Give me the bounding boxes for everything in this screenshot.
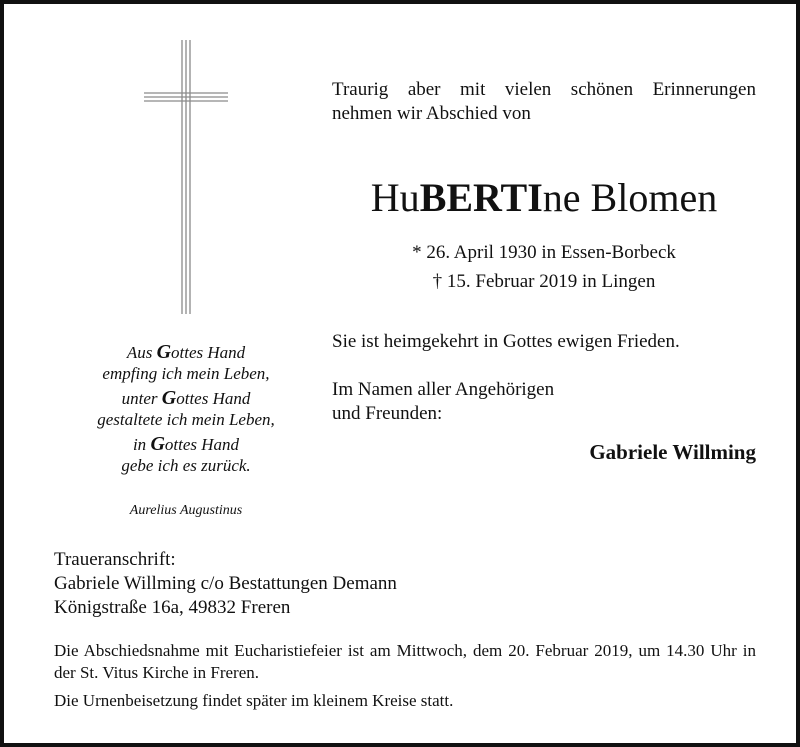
name-suffix: ne Blomen — [542, 175, 718, 220]
poem — [66, 342, 306, 476]
behalf-line-2: und Freunden: — [332, 403, 443, 424]
poem-line-2: empfing ich mein Leben, — [102, 364, 270, 383]
address-line-2: Königstraße 16a, 49832 Freren — [54, 597, 291, 618]
poem-line-1 — [66, 342, 306, 363]
poem-line-4: gestaltete ich mein Leben, — [97, 410, 275, 429]
poem-line-5 — [66, 434, 306, 455]
peace-statement: Sie ist heimgekehrt in Gottes ewigen Frieden. — [332, 331, 680, 352]
poem-line-3 — [66, 388, 306, 409]
life-dates — [332, 238, 756, 296]
service-details: Die Abschiedsnahme mit Eucharistiefeier ist am Mittwoch, dem 20. Februar 2019, um 14.30 Uhr in der St. Vitus Kirche in Freren. — [54, 641, 756, 682]
on-behalf-text — [332, 378, 762, 426]
poem-line-5-post: ottes Hand — [164, 435, 240, 454]
intro-line-2: nehmen wir Abschied von — [332, 103, 531, 124]
poem-line-3-pre: unter — [121, 389, 162, 408]
mourning-address — [54, 548, 654, 620]
poem-line-1-pre: Aus — [126, 343, 157, 362]
intro-line-1: Traurig aber mit vielen schönen Erinnerungen — [332, 79, 756, 100]
birth-date: * 26. April 1930 in Essen-Borbeck — [412, 242, 676, 263]
burial-details: Die Urnenbeisetzung findet später im kleinem Kreise statt. — [54, 691, 454, 710]
poem-line-6: gebe ich es zurück. — [121, 456, 251, 475]
intro-text — [332, 78, 756, 126]
poem-line-1-post: ottes Hand — [171, 343, 246, 362]
signer-name: Gabriele Willming — [589, 440, 756, 464]
poem-line-5-pre: in — [132, 435, 151, 454]
name-prefix: Hu — [370, 175, 420, 220]
poem-line-5-initial: G — [150, 433, 165, 455]
poem-author: Aurelius Augustinus — [129, 503, 243, 518]
deceased-name — [324, 172, 764, 224]
address-label: Traueranschrift: — [54, 549, 176, 570]
name-highlight: BERTI — [419, 175, 543, 220]
address-line-1: Gabriele Willming c/o Bestattungen Demann — [54, 573, 397, 594]
service-notice — [54, 640, 756, 712]
poem-line-3-post: ottes Hand — [176, 389, 251, 408]
poem-line-1-initial: G — [156, 341, 172, 363]
poem-line-3-initial: G — [161, 387, 177, 409]
death-date: † 15. Februar 2019 in Lingen — [432, 271, 656, 292]
behalf-line-1: Im Namen aller Angehörigen — [332, 379, 555, 400]
cross-icon — [144, 40, 228, 314]
